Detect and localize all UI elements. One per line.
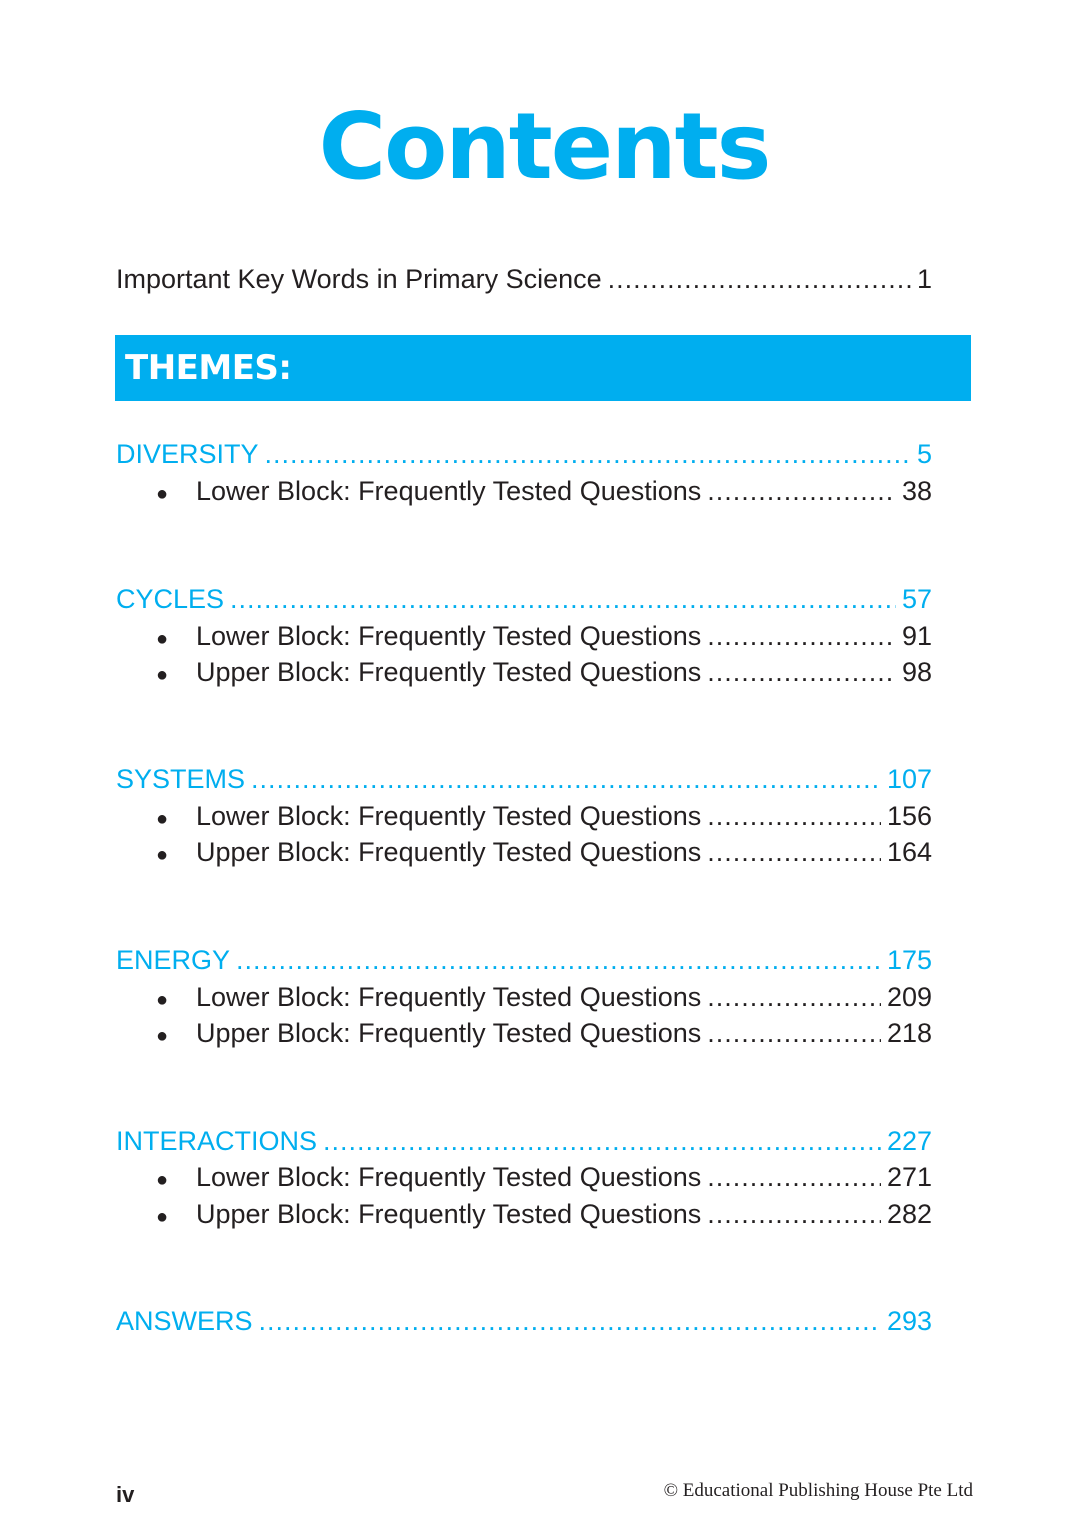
section-title: DIVERSITY [116, 439, 259, 469]
dot-leader [323, 1124, 881, 1158]
toc-section-diversity[interactable] [116, 437, 932, 471]
section-page: 5 [916, 439, 932, 469]
dot-leader [707, 799, 881, 833]
toc-subentry[interactable] [156, 1160, 932, 1197]
section-page: 293 [886, 1306, 932, 1336]
bullet-icon: ● [156, 808, 169, 830]
bullet-icon: ● [156, 844, 169, 866]
page-number: iv [116, 1482, 135, 1507]
toc-entry-label: Important Key Words in Primary Science [116, 264, 602, 294]
toc-entry-key-words[interactable] [116, 262, 932, 296]
toc-section-cycles[interactable] [116, 582, 932, 616]
subentry-label: Lower Block: Frequently Tested Questions [196, 982, 702, 1012]
subentry-page: 218 [886, 1018, 932, 1048]
subentry-label: Lower Block: Frequently Tested Questions [196, 801, 702, 831]
dot-leader [707, 1160, 881, 1194]
subentry-page: 91 [901, 621, 932, 651]
page-title: Contents [318, 93, 770, 200]
subentry-label: Upper Block: Frequently Tested Questions [196, 657, 702, 687]
section-title: INTERACTIONS [116, 1126, 318, 1156]
toc-subentry[interactable] [156, 655, 932, 692]
toc-section-energy[interactable] [116, 943, 932, 977]
dot-leader [230, 582, 896, 616]
bullet-icon: ● [156, 989, 169, 1011]
toc-section-interactions[interactable] [116, 1124, 932, 1158]
bullet-icon: ● [156, 483, 169, 505]
themes-banner [115, 335, 971, 401]
subentry-label: Lower Block: Frequently Tested Questions [196, 476, 702, 506]
toc-subentry[interactable] [156, 1197, 932, 1234]
subentry-label: Upper Block: Frequently Tested Questions [196, 837, 702, 867]
subentry-page: 282 [886, 1199, 932, 1229]
dot-leader [707, 474, 896, 508]
subentry-label: Lower Block: Frequently Tested Questions [196, 621, 702, 651]
bullet-icon: ● [156, 664, 169, 686]
section-title: ANSWERS [116, 1306, 253, 1336]
subentry-label: Upper Block: Frequently Tested Questions [196, 1018, 702, 1048]
subentry-label: Upper Block: Frequently Tested Questions [196, 1199, 702, 1229]
toc-subentry[interactable] [156, 980, 932, 1017]
bullet-icon: ● [156, 628, 169, 650]
subentry-page: 209 [886, 982, 932, 1012]
section-page: 107 [886, 764, 932, 794]
dot-leader [707, 619, 896, 653]
toc-section-systems[interactable] [116, 762, 932, 796]
dot-leader [707, 1197, 881, 1231]
toc-subentry[interactable] [156, 799, 932, 836]
toc-entry-page: 1 [916, 264, 932, 294]
themes-heading: THEMES: [125, 348, 292, 388]
section-page: 227 [886, 1126, 932, 1156]
toc-subentry[interactable] [156, 619, 932, 656]
toc-subentry[interactable] [156, 1016, 932, 1053]
section-title: CYCLES [116, 584, 225, 614]
bullet-icon: ● [156, 1025, 169, 1047]
section-title: SYSTEMS [116, 764, 246, 794]
copyright-notice: © Educational Publishing House Pte Ltd [663, 1480, 973, 1501]
dot-leader [707, 980, 881, 1014]
subentry-page: 98 [901, 657, 932, 687]
subentry-label: Lower Block: Frequently Tested Questions [196, 1162, 702, 1192]
dot-leader [265, 437, 911, 471]
dot-leader [608, 262, 911, 296]
dot-leader [707, 1016, 881, 1050]
toc-subentry[interactable] [156, 835, 932, 872]
section-page: 175 [886, 945, 932, 975]
section-page: 57 [901, 584, 932, 614]
subentry-page: 156 [886, 801, 932, 831]
toc-subentry[interactable] [156, 474, 932, 511]
dot-leader [707, 835, 881, 869]
dot-leader [251, 762, 881, 796]
dot-leader [259, 1304, 881, 1338]
bullet-icon: ● [156, 1206, 169, 1228]
bullet-icon: ● [156, 1169, 169, 1191]
section-title: ENERGY [116, 945, 231, 975]
subentry-page: 38 [901, 476, 932, 506]
subentry-page: 271 [886, 1162, 932, 1192]
subentry-page: 164 [886, 837, 932, 867]
dot-leader [707, 655, 896, 689]
toc-section-answers[interactable] [116, 1304, 932, 1338]
dot-leader [236, 943, 881, 977]
